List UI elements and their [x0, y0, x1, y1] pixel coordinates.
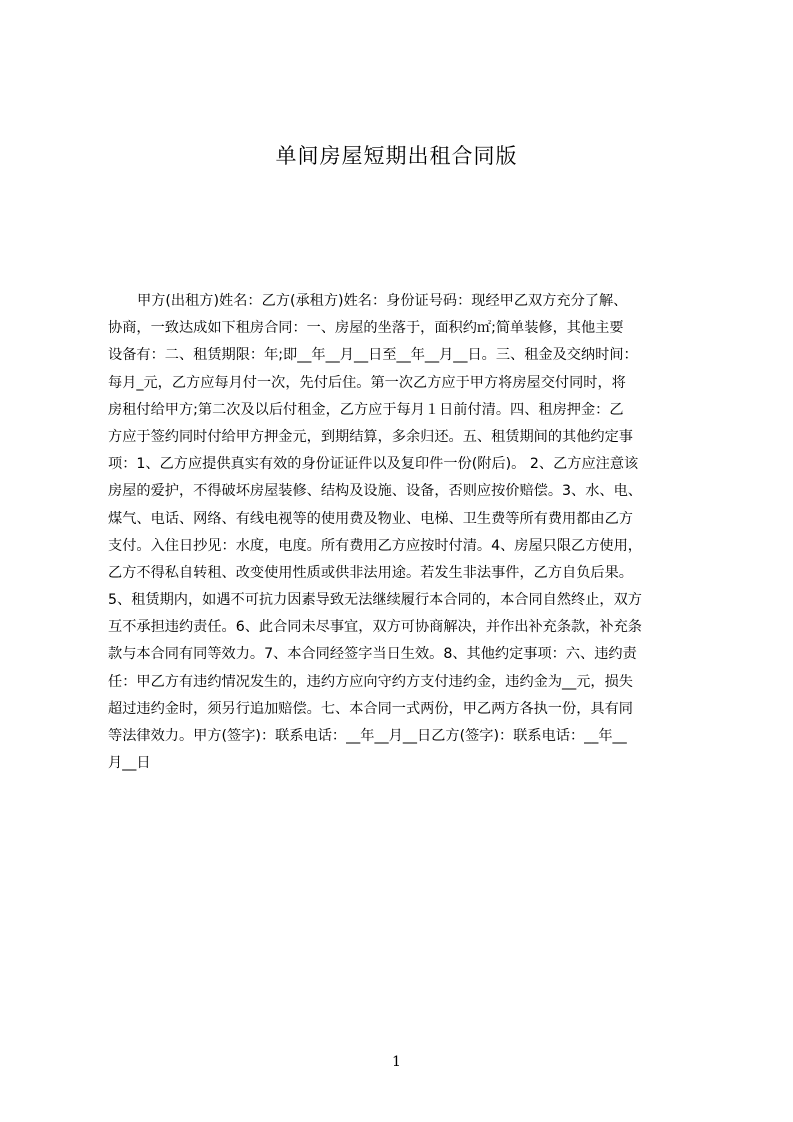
body-line: 设备有：二、租赁期限：年;即__年__月__日至__年__月__日。三、租金及交纳时间：	[108, 347, 638, 364]
body-line: 款与本合同有同等效力。7、本合同经签字当日生效。8、其他约定事项：六、违约责	[108, 646, 637, 663]
body-line: 房屋的爱护，不得破坏房屋装修、结构及设施、设备，否则应按价赔偿。3、水、电、	[108, 483, 642, 500]
page-number: 1	[392, 1054, 401, 1070]
body-line: 互不承担违约责任。6、此合同未尽事宜，双方可协商解决，并作出补充条款，补充条	[108, 619, 642, 636]
body-line: 月__日	[108, 755, 151, 772]
body-line: 项：1、乙方应提供真实有效的身份证证件以及复印件一份(附后)。 2、乙方应注意该	[108, 456, 639, 473]
body-line: 乙方不得私自转租、改变使用性质或供非法用途。若发生非法事件，乙方自负后果。	[108, 564, 633, 581]
body-line: 方应于签约同时付给甲方押金元，到期结算，多余归还。五、租赁期间的其他约定事	[108, 428, 633, 445]
body-line: 煤气、电话、网络、有线电视等的使用费及物业、电梯、卫生费等所有费用都由乙方	[108, 510, 633, 527]
body-line: 支付。入住日抄见：水度，电度。所有费用乙方应按时付清。4、房屋只限乙方使用，	[108, 537, 642, 554]
document-title: 单间房屋短期出租合同版	[275, 144, 518, 168]
body-line: 5、租赁期内，如遇不可抗力因素导致无法继续履行本合同的，本合同自然终止，双方	[108, 592, 642, 609]
body-line: 等法律效力。甲方(签字)：联系电话：__年__月__日乙方(签字)：联系电话：__年__	[108, 728, 627, 744]
body-line: 房租付给甲方;第二次及以后付租金，乙方应于每月１日前付清。四、租房押金：乙	[108, 401, 624, 418]
body-line: 超过违约金时，须另行追加赔偿。七、本合同一式两份，甲乙两方各执一份，具有同	[108, 700, 633, 717]
body-line: 甲方(出租方)姓名：乙方(承租方)姓名：身份证号码：现经甲乙双方充分了解、	[137, 293, 628, 309]
contract-body	[108, 288, 698, 778]
body-line: 协商，一致达成如下租房合同：一、房屋的坐落于，面积约㎡;简单装修，其他主要	[108, 320, 624, 337]
body-line: 任：甲乙方有违约情况发生的，违约方应向守约方支付违约金，违约金为__元，损失	[108, 673, 633, 690]
body-line: 每月_元，乙方应每月付一次，先付后住。第一次乙方应于甲方将房屋交付同时，将	[108, 374, 626, 391]
